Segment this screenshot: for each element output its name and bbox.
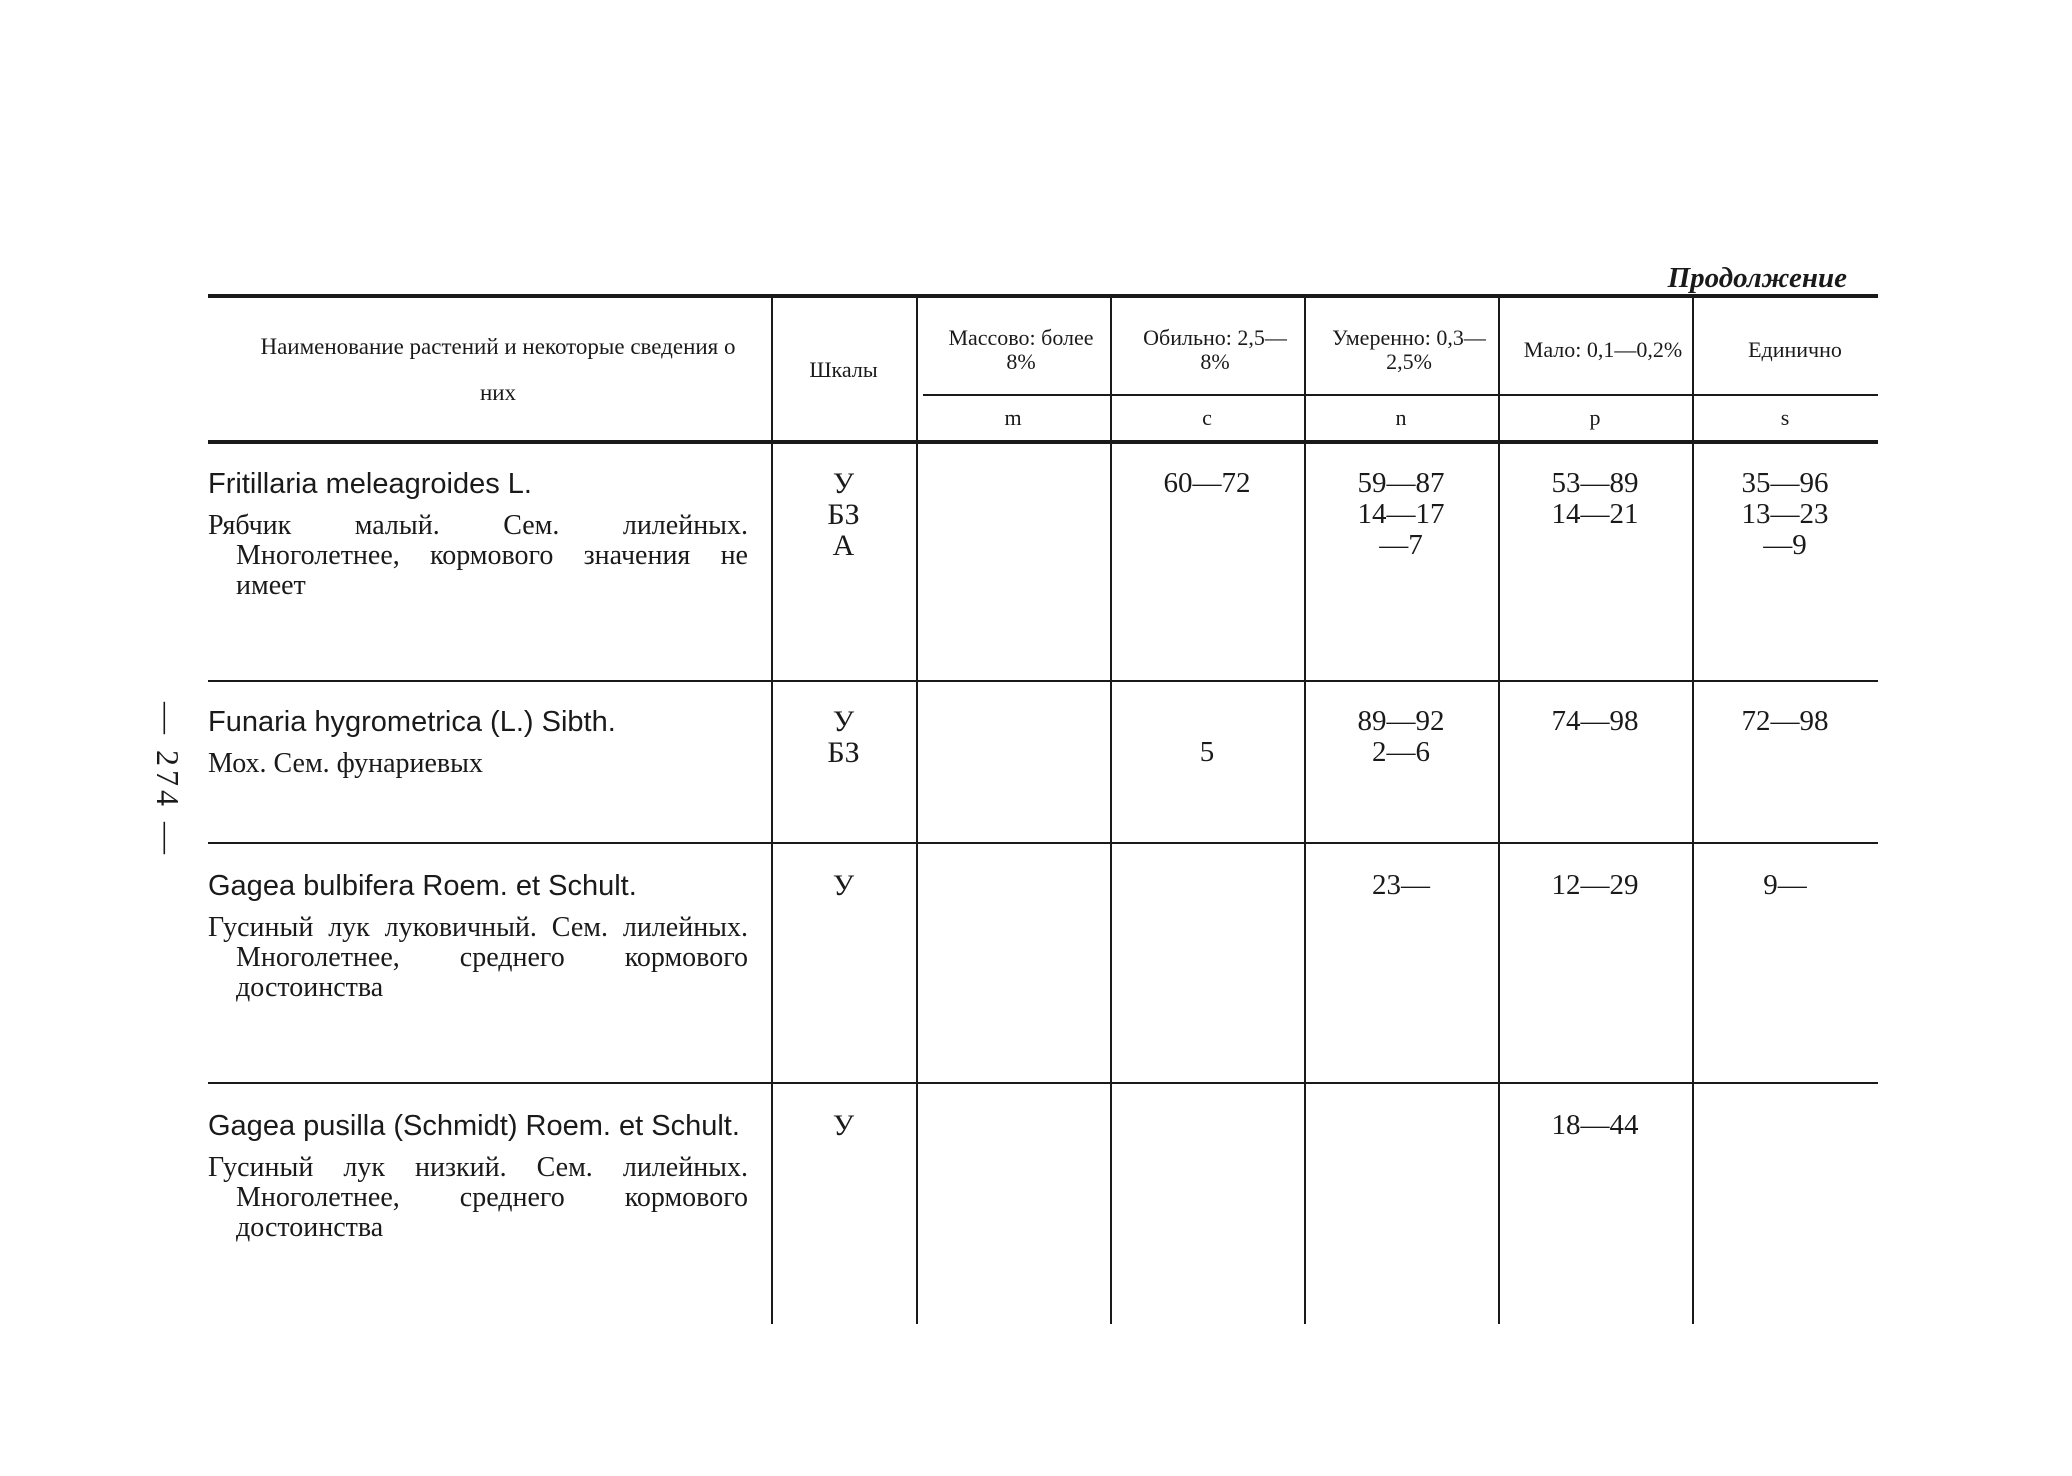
continued-label: Продолжение: [1667, 262, 1847, 294]
row-separator: [208, 842, 1878, 844]
value-p: 12—29: [1551, 869, 1639, 901]
row-separator: [208, 680, 1878, 682]
latin-name: Funaria hygrometrica (L.) Sibth.: [208, 706, 616, 738]
latin-name: Fritillaria meleagroides L.: [208, 468, 532, 500]
plant-description: Гусиный лук луковичный. Сем. лилейных. Многолетнее, среднего кормового достоинства: [208, 912, 748, 1003]
value-s: 35—96 13—23 —9: [1741, 467, 1829, 561]
header-bottom-rule: [208, 440, 1878, 444]
value-s: 9—: [1763, 869, 1807, 901]
code-m: m: [1004, 405, 1022, 430]
scales-cell: У: [832, 869, 855, 902]
plant-description: Гусиный лук низкий. Сем. лилейных. Многолетнее, среднего кормового достоинства: [208, 1152, 748, 1243]
plant-description: Мох. Сем. фунариевых: [208, 748, 483, 779]
column-divider: [1304, 294, 1306, 1324]
column-divider: [771, 294, 773, 1324]
scales-cell: У БЗ А: [827, 467, 860, 562]
code-c: c: [1202, 405, 1212, 430]
value-c: 5: [1199, 736, 1215, 768]
value-n: 23—: [1372, 869, 1430, 901]
row-separator: [208, 1082, 1878, 1084]
code-s: s: [1780, 405, 1790, 430]
value-p: 53—89 14—21: [1551, 467, 1639, 530]
header-sub-rule: [923, 394, 1878, 396]
header-scales: Шкалы: [809, 357, 878, 382]
value-n: 59—87 14—17 —7: [1357, 467, 1445, 561]
code-p: p: [1589, 405, 1601, 430]
table-row: [208, 870, 748, 1003]
scales-cell: У: [832, 1109, 855, 1142]
header-col-m: Массово: более 8%: [948, 325, 1094, 374]
table-top-rule: [208, 294, 1878, 298]
value-p: 74—98: [1551, 705, 1639, 737]
column-divider: [1110, 294, 1112, 1324]
page-number: — 274 —: [150, 702, 187, 858]
scales-cell: У БЗ: [827, 705, 860, 769]
header-col-p: Мало: 0,1—0,2%: [1523, 337, 1683, 362]
header-col-s: Единично: [1748, 337, 1842, 362]
value-n: 89—92 2—6: [1357, 705, 1445, 768]
value-c: 60—72: [1163, 467, 1251, 499]
header-col-c: Обильно: 2,5—8%: [1143, 325, 1287, 374]
code-n: n: [1395, 405, 1407, 430]
header-col-n: Умеренно: 0,3—2,5%: [1332, 325, 1486, 374]
column-divider: [1692, 294, 1694, 1324]
value-s: 72—98: [1741, 705, 1829, 737]
latin-name: Gagea pusilla (Schmidt) Roem. et Schult.: [208, 1110, 740, 1142]
data-table: [208, 290, 1878, 1330]
column-divider: [1498, 294, 1500, 1324]
table-row: [208, 706, 748, 779]
table-row: [208, 1110, 748, 1243]
plant-description: Рябчик малый. Сем. лилейных. Многолетнее, кормового значения не имеет: [208, 510, 748, 601]
header-name: Наименование растений и некоторые сведения о них: [260, 334, 736, 405]
table-row: [208, 468, 748, 601]
value-p: 18—44: [1551, 1109, 1639, 1141]
latin-name: Gagea bulbifera Roem. et Schult.: [208, 870, 637, 902]
column-divider: [916, 294, 918, 1324]
